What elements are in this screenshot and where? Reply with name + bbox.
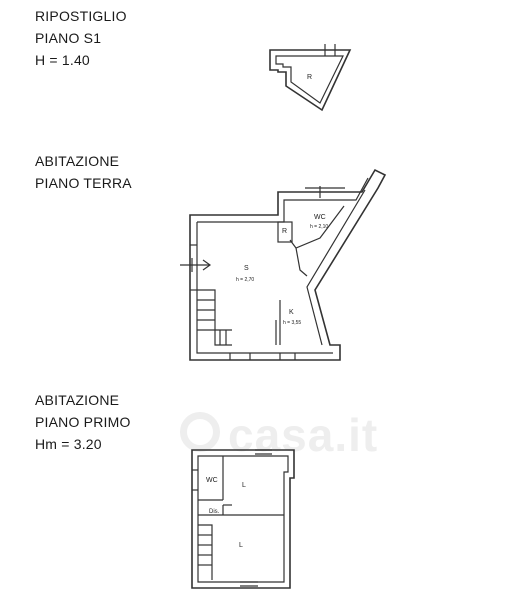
room-label: K — [289, 309, 294, 316]
heading-line: ABITAZIONE — [35, 392, 120, 408]
heading-line: H = 1.40 — [35, 52, 90, 68]
room-label: L — [239, 542, 243, 549]
room-height: h = 2,70 — [236, 277, 255, 283]
room-label: R — [307, 74, 313, 81]
room-label: R — [282, 228, 288, 235]
room-label: WC — [206, 477, 218, 484]
heading-line: PIANO PRIMO — [35, 414, 131, 430]
room-label: Dis. — [209, 509, 220, 515]
watermark-text: casa.it — [228, 409, 379, 461]
plan-piano-primo — [192, 450, 294, 588]
heading-line: Hm = 3.20 — [35, 436, 102, 452]
plan-piano-terra — [180, 170, 385, 360]
heading-line: PIANO S1 — [35, 30, 102, 46]
room-height: h = 2,10 — [310, 224, 329, 230]
room-label: S — [244, 265, 249, 272]
room-height: h = 3,55 — [283, 320, 302, 326]
room-label: L — [242, 482, 246, 489]
room-label: WC — [314, 214, 326, 221]
heading-line: PIANO TERRA — [35, 175, 132, 191]
heading-line: ABITAZIONE — [35, 153, 120, 169]
heading-line: RIPOSTIGLIO — [35, 8, 127, 24]
